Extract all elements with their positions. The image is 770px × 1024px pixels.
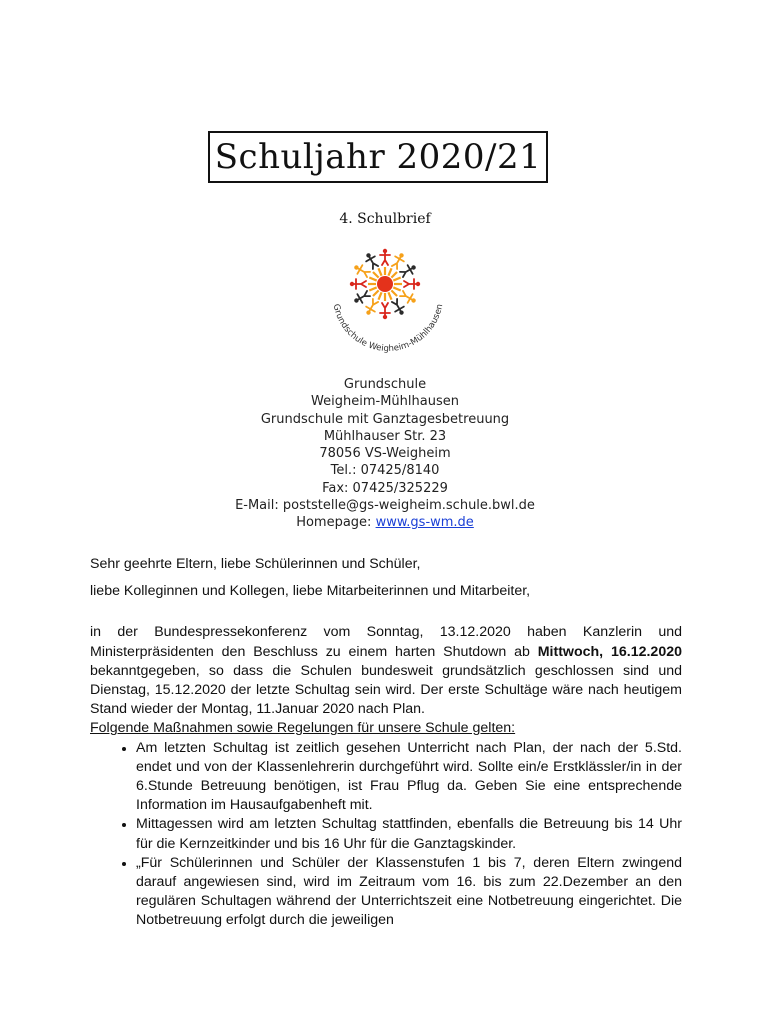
child-figure-icon	[363, 298, 380, 317]
school-address	[0, 376, 770, 532]
homepage-label: Homepage:	[296, 515, 372, 531]
sun-ray	[369, 277, 376, 280]
address-line: Mühlhauser Str. 23	[323, 428, 447, 444]
address-line: 78056 VS-Weigheim	[319, 446, 451, 462]
measures-list	[90, 739, 682, 931]
list-item: • Mittagessen wird am letzten Schultag stattfinden, ebenfalls die Betreuung bis 14 Uhr für die Kernzeitkinder und bis 16 Uhr für die Ganztagskinder.	[136, 815, 682, 853]
sun-ray	[369, 287, 376, 290]
list-item: • Am letzten Schultag ist zeitlich gesehen Unterricht nach Plan, der nach der 5.Std. endet und von der Klassenlehrerin durchgeführt wird. Sollte ein/e Erstklässler/in in der 6.Stunde Betreuung benötigen, ist Frau Pflug da. Geben Sie eine entsprechende Information im Hausaufgabenheft mit.	[136, 739, 682, 816]
sun-ray	[391, 272, 397, 278]
document-title: Schuljahr 2020/21	[214, 137, 542, 177]
child-figure-icon	[399, 262, 418, 279]
child-figure-icon	[352, 262, 371, 279]
school-logo	[323, 248, 453, 366]
homepage-line	[0, 514, 770, 531]
address-line: Tel.: 07425/8140	[330, 463, 440, 479]
child-figure-icon	[380, 249, 390, 265]
child-figure-icon	[399, 289, 418, 306]
document-subtitle: 4. Schulbrief	[339, 211, 431, 227]
intro-paragraph: in der Bundespressekonferenz vom Sonntag, 13.12.2020 haben Kanzlerin und Ministerpräsidenten den Beschluss zu einem harten Shutdown ab Mittwoch, 16.12.2020 bekanntgegeben, so dass die Schulen bundesweit grundsätzlich geschlossen sind und Dienstag, 15.12.2020 der letzte Schultag sein wird. Der erste Schultäge wäre nach heutigem Stand wieder der Montag, 11.Januar 2020 nach Plan.	[90, 624, 682, 718]
sun-and-children-emblem	[350, 249, 420, 319]
letter-body	[90, 555, 682, 931]
measures-heading: Folgende Maßnahmen sowie Regelungen für unsere Schule gelten:	[90, 720, 516, 737]
sun-ray	[393, 277, 400, 280]
address-line: Grundschule	[343, 377, 427, 392]
sun-ray	[388, 268, 391, 275]
sun-icon	[377, 276, 393, 292]
sun-ray	[388, 292, 391, 299]
logo-text: Grundschule Weigheim-Mühlhausen	[330, 303, 446, 355]
sun-ray	[373, 290, 379, 296]
child-figure-icon	[363, 251, 380, 270]
list-item: • „Für Schülerinnen und Schüler der Klassenstufen 1 bis 7, deren Eltern zwingend darauf angewiesen sind, wird im Zeitraum vom 16. bis zum 22.Dezember an den regulären Schultagen während der Unterrichtszeit eine Notbetreuung eingerichtet. Die Notbetreuung erfolgt durch die jeweiligen	[136, 854, 682, 931]
document-title-box	[208, 131, 548, 183]
sun-ray	[378, 292, 381, 299]
child-figure-icon	[404, 279, 420, 289]
salutation-parents: Sehr geehrte Eltern, liebe Schülerinnen und Schüler,	[90, 556, 421, 572]
child-figure-icon	[390, 251, 407, 270]
sun-ray	[393, 287, 400, 290]
sun-ray	[391, 290, 397, 296]
shutdown-date: Mittwoch, 16.12.2020	[537, 643, 682, 660]
address-line: E-Mail: poststelle@gs-weigheim.schule.bwl.de	[235, 498, 535, 514]
child-figure-icon	[390, 298, 407, 317]
child-figure-icon	[352, 289, 371, 306]
address-line: Weigheim-Mühlhausen	[311, 394, 459, 410]
address-line: Fax: 07425/325229	[322, 480, 448, 496]
salutation-staff: liebe Kolleginnen und Kollegen, liebe Mitarbeiterinnen und Mitarbeiter,	[90, 583, 531, 600]
child-figure-icon	[350, 279, 366, 289]
homepage-link[interactable]: www.gs-wm.de	[375, 515, 474, 531]
sun-ray	[373, 272, 379, 278]
child-figure-icon	[380, 303, 390, 319]
sun-ray	[378, 268, 381, 275]
address-line: Grundschule mit Ganztagesbetreuung	[260, 411, 510, 427]
